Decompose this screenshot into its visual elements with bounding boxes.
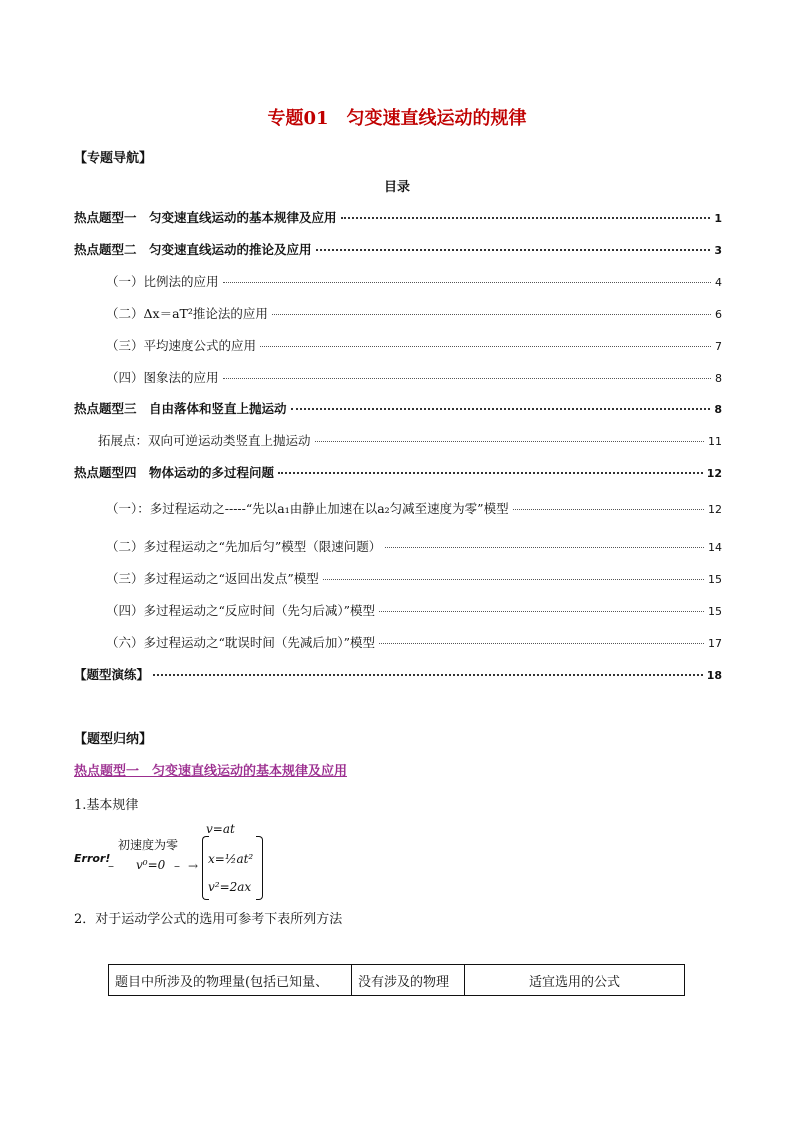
toc-item[interactable] — [106, 601, 722, 619]
toc-item-label: 热点题型二 匀变速直线运动的推论及应用 — [74, 242, 312, 257]
toc-item-label: （一）比例法的应用 — [106, 274, 219, 289]
dot-leader — [341, 217, 711, 219]
arrow-dash: – — [174, 859, 180, 873]
toc-item-page: 14 — [708, 541, 722, 554]
toc-item-label: （一）：多过程运动之-----“先以a₁由静止加速在以a₂匀减至速度为零”模型 — [106, 501, 509, 516]
toc-item[interactable] — [74, 463, 722, 481]
toc-item[interactable] — [74, 665, 722, 683]
toc-item[interactable] — [106, 336, 722, 354]
table-header-cell: 没有涉及的物理 — [352, 965, 465, 996]
toc-item[interactable] — [74, 399, 722, 417]
toc-item-label: （四）图象法的应用 — [106, 370, 219, 385]
toc-item-page: 15 — [708, 573, 722, 586]
equation-displacement: x=½at² — [208, 852, 254, 866]
toc-item[interactable] — [74, 208, 722, 226]
toc-heading: 目录 — [383, 180, 410, 195]
dot-leader — [272, 314, 711, 315]
toc-item-label: 热点题型三 自由落体和竖直上抛运动 — [74, 401, 287, 416]
table-row — [109, 965, 685, 996]
point-basic-rules: 1.基本规律 — [74, 798, 139, 813]
arrow-dash: – — [108, 859, 114, 873]
toc-item[interactable] — [106, 368, 722, 386]
error-text: Error! — [74, 852, 111, 865]
dot-leader — [323, 579, 704, 580]
nav-label: 【专题导航】 — [74, 151, 153, 166]
toc-item-page: 4 — [715, 276, 722, 289]
dot-leader — [379, 611, 704, 612]
equation-velocity-squared: v²=2ax — [208, 880, 252, 894]
toc-item[interactable] — [106, 304, 722, 322]
table-header-cell: 适宜选用的公式 — [465, 965, 685, 996]
table-header-cell: 题目中所涉及的物理量(包括已知量、 — [109, 965, 352, 996]
toc-item-page: 1 — [714, 212, 722, 225]
toc-item-label: （二）Δx＝aT²推论法的应用 — [106, 306, 268, 321]
toc-item[interactable] — [74, 240, 722, 258]
toc-item-page: 17 — [708, 637, 722, 650]
kinematics-formula — [74, 822, 274, 902]
toc-item-label: 拓展点：双向可逆运动类竖直上抛运动 — [98, 433, 311, 448]
toc-item[interactable] — [106, 272, 722, 290]
toc-item-page: 8 — [714, 403, 722, 416]
toc-item-page: 18 — [706, 669, 722, 682]
toc-item-label: （三）多过程运动之“返回出发点”模型 — [106, 571, 319, 586]
toc-item-label: （六）多过程运动之“耽误时间（先减后加）”模型 — [106, 635, 376, 650]
toc-item-page: 6 — [715, 308, 722, 321]
right-bracket — [256, 836, 263, 900]
toc-item-label: （三）平均速度公式的应用 — [106, 338, 257, 353]
point-formula-selection: 2．对于运动学公式的选用可参考下表所列方法 — [74, 912, 343, 927]
dot-leader — [385, 547, 704, 548]
dot-leader — [316, 249, 711, 251]
equation-velocity: v=at — [206, 822, 235, 836]
dot-leader — [223, 282, 711, 283]
dot-leader — [260, 346, 711, 347]
arrow-icon: → — [188, 859, 199, 873]
toc-item-label: 【题型演练】 — [74, 667, 150, 682]
toc-item-label: （四）多过程运动之“反应时间（先匀后减）”模型 — [106, 603, 376, 618]
summary-label: 【题型归纳】 — [74, 732, 153, 747]
section-heading-link[interactable]: 热点题型一 匀变速直线运动的基本规律及应用 — [74, 764, 348, 779]
dot-leader — [223, 378, 711, 379]
toc-item[interactable] — [106, 569, 722, 587]
dot-leader — [153, 674, 703, 676]
toc-item[interactable] — [106, 537, 722, 555]
condition-bottom: v⁰=0 — [136, 858, 166, 872]
toc-item-label: （二）多过程运动之“先加后匀”模型（限速问题） — [106, 539, 382, 554]
toc-item-page: 8 — [715, 372, 722, 385]
toc-item-page: 11 — [708, 435, 722, 448]
toc-item-page: 12 — [706, 467, 722, 480]
toc-item[interactable] — [106, 633, 722, 651]
toc-item[interactable] — [98, 431, 722, 449]
toc-item-page: 3 — [714, 244, 722, 257]
dot-leader — [291, 408, 711, 410]
toc-item-page: 7 — [715, 340, 722, 353]
condition-top: 初速度为零 — [118, 838, 179, 852]
toc-item-label: 热点题型四 物体运动的多过程问题 — [74, 465, 275, 480]
dot-leader — [379, 643, 704, 644]
formula-selection-table — [108, 964, 685, 996]
dot-leader — [513, 509, 704, 510]
toc-item[interactable] — [106, 499, 722, 517]
dot-leader — [315, 441, 704, 442]
toc-item-page: 12 — [708, 503, 722, 516]
toc-item-page: 15 — [708, 605, 722, 618]
toc-item-label: 热点题型一 匀变速直线运动的基本规律及应用 — [74, 210, 337, 225]
dot-leader — [278, 472, 703, 474]
page-title: 专题01 匀变速直线运动的规律 — [267, 108, 527, 129]
